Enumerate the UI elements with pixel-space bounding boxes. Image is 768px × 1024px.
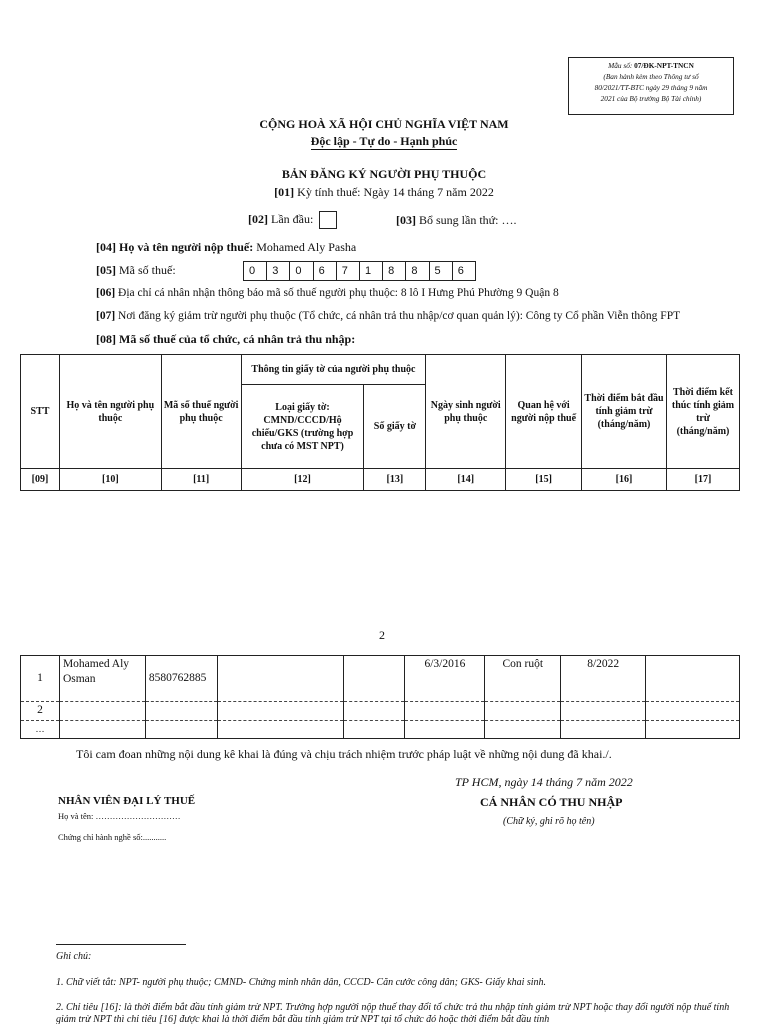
tax-period: [01] Kỳ tính thuế: Ngày 14 tháng 7 năm 2022	[274, 185, 494, 199]
col-document-info: Thông tin giấy tờ của người phụ thuộc	[241, 355, 426, 385]
form-code-box	[568, 57, 734, 115]
col-start-time: Thời điểm bắt đầu tính giảm trừ (tháng/năm)	[582, 355, 667, 469]
dependents-data-table	[20, 655, 740, 739]
col-document-type: Loại giấy tờ: CMND/CCCD/Hộ chiếu/GKS (trường hợp chưa có MST NPT)	[241, 385, 364, 469]
notes-divider	[56, 944, 186, 945]
code-cell: [09]	[21, 469, 60, 491]
tax-code-digit[interactable]: 3	[266, 261, 290, 281]
deduction-registration-field: [07] Nơi đăng ký giảm trừ người phụ thuộc (Tổ chức, cá nhân trả thu nhập/cơ quan quản lý): Công ty Cổ phần Viễn thông FPT	[96, 310, 681, 322]
row-stt: 1	[21, 656, 60, 702]
form-code: Mẫu số: 07/ĐK-NPT-TNCN	[608, 61, 694, 70]
form-legal-basis-1: (Ban hành kèm theo Thông tư số	[603, 72, 699, 81]
note-2: 2. Chỉ tiêu [16]: là thời điểm bắt đầu tính giảm trừ NPT. Trường hợp người nộp thuế thay đổi tổ chức trả thu nhập tính giảm trừ NPT hoặc thay đổi người nộp thuế tính giảm trừ NPT thì chỉ tiêu [16] được khai là thời điểm bắt đầu tính giảm trừ NPT tại tổ chức đó hoặc thời điểm bắt đầu tính	[56, 1002, 730, 1024]
code-cell: [16]	[582, 469, 667, 491]
place-date: TP HCM, ngày 14 tháng 7 năm 2022	[455, 775, 633, 789]
col-dependent-name: Họ và tên người phụ thuộc	[59, 355, 161, 469]
col-dependent-tax-code: Mã số thuế người phụ thuộc	[161, 355, 241, 469]
tax-code-digit[interactable]: 8	[405, 261, 429, 281]
code-cell: [11]	[161, 469, 241, 491]
col-document-number: Số giấy tờ	[364, 385, 426, 469]
first-time-field: [02] Lần đầu:	[248, 211, 337, 229]
tax-code-digit[interactable]: 1	[359, 261, 383, 281]
tax-code-label: [05] Mã số thuế:	[96, 263, 176, 277]
code-cell: [14]	[426, 469, 506, 491]
tax-code-digit[interactable]: 0	[289, 261, 313, 281]
tax-code-digit[interactable]: 6	[313, 261, 337, 281]
row-end-time[interactable]	[646, 656, 740, 702]
col-end-time: Thời điểm kết thúc tính giảm trừ (tháng/năm)	[666, 355, 739, 469]
agent-title: NHÂN VIÊN ĐẠI LÝ THUẾ	[58, 795, 196, 807]
page-number: 2	[379, 628, 385, 642]
row-stt: 2	[21, 702, 60, 721]
declaration-text: Tôi cam đoan những nội dung kê khai là đúng và chịu trách nhiệm trước pháp luật về những nội dung đã khai./.	[76, 747, 612, 761]
col-date-of-birth: Ngày sinh người phụ thuộc	[426, 355, 506, 469]
note-1: 1. Chữ viết tắt: NPT- người phụ thuộc; CMND- Chứng minh nhân dân, CCCD- Căn cước công dân; GKS- Giấy khai sinh.	[56, 977, 547, 988]
notice-address-field: [06] Địa chỉ cá nhân nhận thông báo mã số thuế người phụ thuộc: 8 lô I Hưng Phú Phường 9 Quận 8	[96, 287, 559, 299]
form-title: BẢN ĐĂNG KÝ NGƯỜI PHỤ THUỘC	[281, 167, 487, 181]
taxpayer-signature-title: CÁ NHÂN CÓ THU NHẬP	[480, 795, 623, 809]
form-legal-basis-3: 2021 của Bộ trưởng Bộ Tài chính)	[600, 94, 702, 103]
col-stt: STT	[21, 355, 60, 469]
payer-tax-code-field: [08] Mã số thuế của tổ chức, cá nhân trả thu nhập:	[96, 332, 356, 346]
code-cell: [12]	[241, 469, 364, 491]
table-row	[21, 721, 740, 739]
taxpayer-signature-note: (Chữ ký, ghi rõ họ tên)	[503, 816, 595, 827]
taxpayer-name-field: [04] Họ và tên người nộp thuế: Mohamed Aly Pasha	[96, 240, 357, 254]
notes-title: Ghi chú:	[56, 951, 92, 962]
row-document-type[interactable]	[217, 656, 343, 702]
tax-code-digit[interactable]: 0	[243, 261, 267, 281]
agent-certificate-field[interactable]: Chứng chỉ hành nghề số:...........	[58, 832, 167, 842]
tax-code-digit[interactable]: 8	[382, 261, 406, 281]
form-legal-basis-2: 80/2021/TT-BTC ngày 29 tháng 9 năm	[594, 83, 708, 92]
row-relationship[interactable]: Con ruột	[485, 656, 561, 702]
table-row	[21, 702, 740, 721]
country-name: CỘNG HOÀ XÃ HỘI CHỦ NGHĨA VIỆT NAM	[259, 117, 509, 131]
national-motto: Độc lập - Tự do - Hạnh phúc	[310, 134, 458, 148]
row-name[interactable]: Mohamed Aly Osman	[59, 656, 145, 702]
code-cell: [15]	[506, 469, 582, 491]
tax-code-digit[interactable]: 5	[429, 261, 453, 281]
agent-name-field[interactable]: Họ và tên: …………………………	[58, 811, 181, 821]
supplement-field: [03] Bổ sung lần thứ: ….	[396, 213, 517, 227]
col-relationship: Quan hệ với người nộp thuế	[506, 355, 582, 469]
row-stt: …	[21, 721, 60, 739]
first-time-checkbox[interactable]	[319, 211, 337, 229]
dependents-header-table	[20, 354, 740, 491]
table-row	[21, 656, 740, 702]
code-cell: [13]	[364, 469, 426, 491]
tax-code-digit[interactable]: 6	[452, 261, 476, 281]
tax-code-digit[interactable]: 7	[336, 261, 360, 281]
row-start-time[interactable]: 8/2022	[561, 656, 646, 702]
row-document-number[interactable]	[343, 656, 405, 702]
tax-code-cells	[244, 261, 476, 281]
code-cell: [17]	[666, 469, 739, 491]
row-tax-code[interactable]: 8580762885	[145, 656, 217, 702]
code-cell: [10]	[59, 469, 161, 491]
taxpayer-name: Mohamed Aly Pasha	[256, 240, 357, 254]
row-date-of-birth[interactable]: 6/3/2016	[405, 656, 485, 702]
